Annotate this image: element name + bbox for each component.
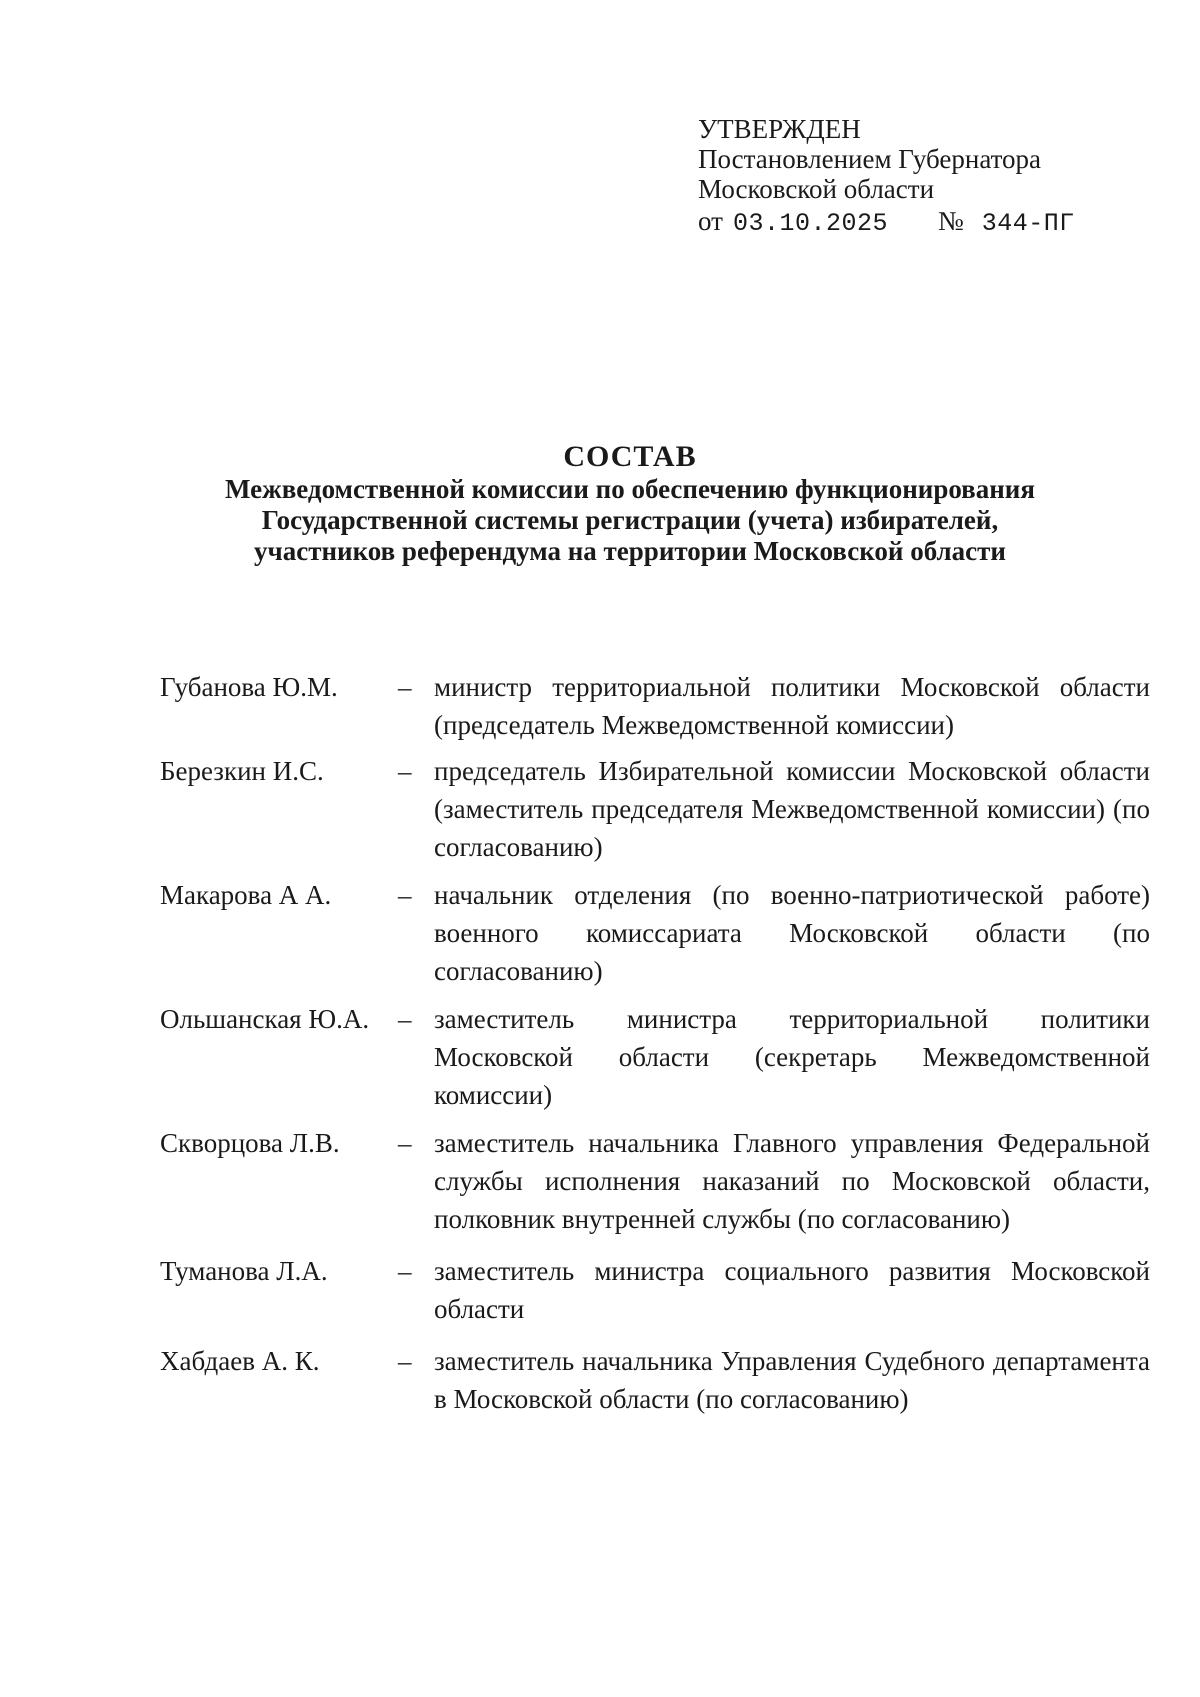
title-line-2: Государственной системы регистрации (учета) избирателей, — [261, 505, 999, 535]
member-dash: – — [398, 1346, 412, 1376]
member-dash: – — [398, 756, 412, 786]
approval-stamp-block — [698, 114, 1075, 239]
member-dash: – — [398, 1256, 412, 1286]
member-name: Ольшанская Ю.А. — [160, 1004, 370, 1034]
document-title — [0, 440, 1200, 567]
approval-number: 344-ПГ — [981, 209, 1075, 238]
member-row — [160, 1252, 1150, 1328]
member-row — [160, 1342, 1150, 1418]
member-role: председатель Избирательной комиссии Московской области (заместитель председателя Межведомственной комиссии) (по согласованию) — [434, 756, 1150, 862]
approval-by-line-2: Московской области — [698, 174, 935, 204]
member-role: начальник отделения (по военно-патриотической работе) военного комиссариата Московской области (по согласованию) — [434, 880, 1150, 986]
approval-date-line — [698, 206, 1075, 239]
member-name: Березкин И.С. — [160, 756, 324, 786]
approval-status: УТВЕРЖДЕН — [698, 114, 861, 144]
member-row — [160, 1124, 1150, 1238]
date-prefix: от — [698, 206, 723, 236]
title-heading: СОСТАВ — [563, 440, 697, 473]
member-row — [160, 876, 1150, 990]
member-name: Хабдаев А. К. — [160, 1346, 320, 1376]
approval-by-line-1: Постановлением Губернатора — [698, 144, 1042, 174]
members-list — [160, 668, 1150, 1418]
member-role: заместитель начальника Управления Судебного департамента в Московской области (по согласованию) — [434, 1346, 1150, 1414]
member-name: Скворцова Л.В. — [160, 1128, 340, 1158]
member-role: заместитель министра территориальной политики Московской области (секретарь Межведомственной комиссии) — [434, 1004, 1150, 1110]
member-role: заместитель министра социального развития Московской области — [434, 1256, 1150, 1324]
title-line-3: участников референдума на территории Московской области — [253, 536, 1006, 566]
approval-date: 03.10.2025 — [732, 209, 888, 238]
member-dash: – — [398, 672, 412, 702]
member-name: Губанова Ю.М. — [160, 672, 338, 702]
title-line-1: Межведомственной комиссии по обеспечению функционирования — [225, 474, 1035, 504]
member-row — [160, 1000, 1150, 1114]
member-dash: – — [398, 1004, 412, 1034]
member-role: министр территориальной политики Московской области (председатель Межведомственной комиссии) — [434, 672, 1150, 740]
member-name: Макарова А А. — [160, 880, 332, 910]
member-dash: – — [398, 880, 412, 910]
member-role: заместитель начальника Главного управления Федеральной службы исполнения наказаний по Московской области, полковник внутренней службы (по согласованию) — [434, 1128, 1150, 1234]
member-row — [160, 752, 1150, 866]
member-row — [160, 668, 1150, 744]
number-sign: № — [937, 206, 964, 236]
member-name: Туманова Л.А. — [160, 1256, 328, 1286]
member-dash: – — [398, 1128, 412, 1158]
